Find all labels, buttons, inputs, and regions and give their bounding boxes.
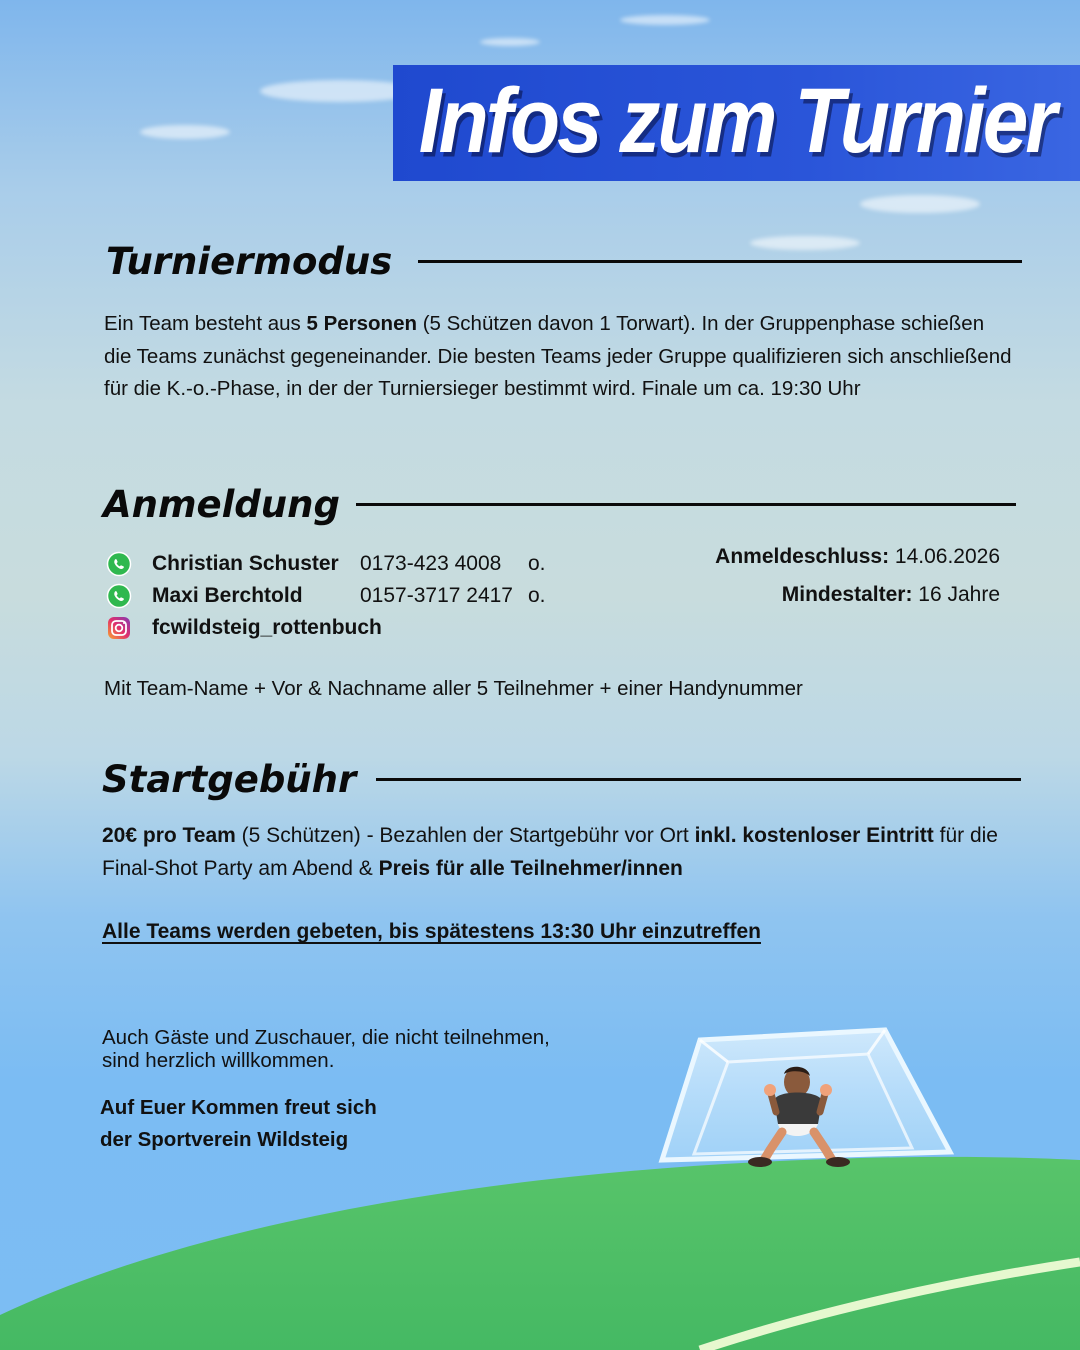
cloud-decoration: [480, 38, 540, 46]
contact-suffix: o.: [528, 552, 546, 575]
contact-name: Maxi Berchtold: [152, 584, 303, 607]
registration-note: Mit Team-Name + Vor & Nachname aller 5 Teilnehmer + einer Handynummer: [104, 677, 803, 700]
heading-rule: [376, 778, 1021, 781]
closing-line: der Sportverein Wildsteig: [100, 1128, 349, 1151]
closing-line: Auf Euer Kommen freut sich: [100, 1096, 377, 1119]
contact-phone[interactable]: 0173-423 4008: [360, 552, 502, 575]
contact-row: [106, 583, 546, 609]
turniermodus-text: Ein Team besteht aus 5 Personen (5 Schützen davon 1 Torwart). In der Gruppenphase schießen die Teams zunächst gegeneinander. Die besten Teams jeder Gruppe qualifizieren sich anschließend für die K.-o.-Phase, in der der Turniersieger bestimmt wird. Finale um ca. 19:30 Uhr: [104, 312, 1012, 400]
guests-welcome-line: Auch Gäste und Zuschauer, die nicht teilnehmen,: [102, 1026, 550, 1049]
heading-rule: [418, 260, 1022, 263]
goal-icon: [662, 1030, 950, 1160]
heading-rule: [356, 503, 1016, 506]
cloud-decoration: [140, 125, 230, 139]
section-title: Anmeldung: [103, 483, 340, 526]
contact-row: [106, 615, 382, 641]
instagram-handle[interactable]: fcwildsteig_rottenbuch: [152, 616, 382, 639]
section-anmeldung-heading: [103, 483, 1016, 526]
title-banner: [393, 65, 1080, 181]
whatsapp-icon: [106, 583, 132, 609]
cloud-decoration: [620, 15, 710, 25]
grass-hill: [0, 1157, 1080, 1350]
cloud-decoration: [860, 195, 980, 213]
contact-row: [106, 551, 546, 577]
whatsapp-icon: [106, 551, 132, 577]
arrival-notice: Alle Teams werden gebeten, bis spätestens 13:30 Uhr einzutreffen: [102, 920, 761, 943]
deadline-info: Anmeldeschluss: 14.06.2026: [715, 545, 1000, 568]
instagram-icon: [106, 615, 132, 641]
goalkeeper-icon: [748, 1067, 850, 1167]
page-title: Infos zum Turnier: [418, 70, 1055, 173]
section-title: Turniermodus: [106, 240, 393, 283]
section-title: Startgebühr: [102, 758, 357, 801]
contact-suffix: o.: [528, 584, 546, 607]
fee-text: 20€ pro Team (5 Schützen) - Bezahlen der Startgebühr vor Ort inkl. kostenloser Eintritt für die Final-Shot Party am Abend & Preis für alle Teilnehmer/innen: [102, 824, 998, 880]
section-turniermodus-heading: [106, 240, 1022, 283]
section-startgebuehr-heading: [102, 758, 1021, 801]
min-age-info: Mindestalter: 16 Jahre: [781, 583, 1000, 606]
contact-name: Christian Schuster: [152, 552, 339, 575]
guests-welcome-line: sind herzlich willkommen.: [102, 1049, 335, 1072]
field-line: [700, 1262, 1080, 1350]
contact-phone[interactable]: 0157-3717 2417: [360, 584, 513, 607]
